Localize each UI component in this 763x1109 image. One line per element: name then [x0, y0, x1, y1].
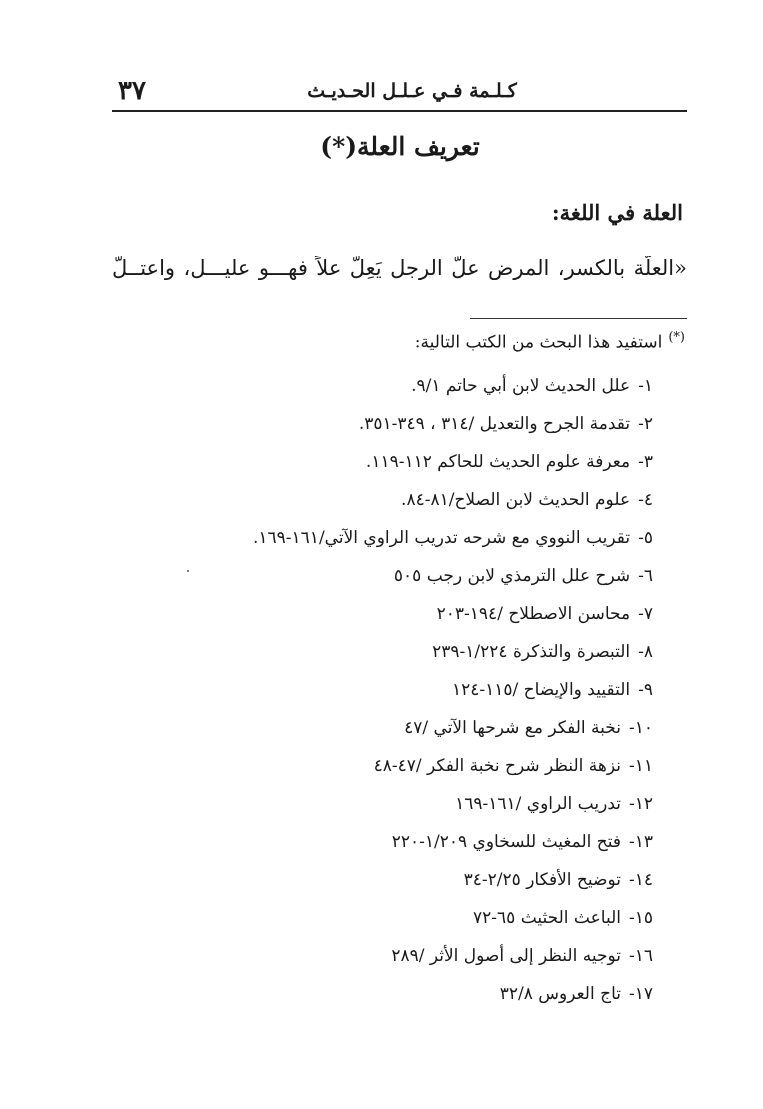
list-item: [253, 405, 653, 443]
reference-list: [253, 367, 653, 1013]
reference-number: ١٠-: [628, 718, 653, 738]
page-header: [112, 70, 687, 112]
list-item: [253, 633, 653, 671]
reference-text: فتح المغيث للسخاوي ١/٢٠٩-٢٢٠: [391, 832, 621, 852]
reference-text: نخبة الفكر مع شرحها الآتي /٤٧: [404, 718, 621, 738]
footnote-marker: (*): [668, 330, 685, 345]
section-title: تعريف العلة(*): [320, 132, 480, 161]
reference-text: نزهة النظر شرح نخبة الفكر /٤٧-٤٨: [373, 756, 621, 776]
list-item: [253, 595, 653, 633]
reference-number: ١٦-: [628, 946, 653, 966]
reference-text: محاسن الاصطلاح /١٩٤-٢٠٣: [436, 604, 631, 624]
list-item: [253, 519, 653, 557]
list-item: [253, 861, 653, 899]
reference-number: ٥-: [638, 528, 653, 548]
footnote-intro-text: استفيد هذا البحث من الكتب التالية:: [414, 332, 663, 353]
reference-text: معرفة علوم الحديث للحاكم ١١٢-١١٩.: [365, 452, 631, 472]
reference-number: ١٢-: [628, 794, 653, 814]
list-item: [253, 747, 653, 785]
reference-number: ٩-: [638, 680, 653, 700]
footnote-separator: [470, 318, 687, 319]
reference-number: ١-: [638, 376, 653, 396]
reference-text: تاج العروس ٣٢/٨: [499, 984, 621, 1004]
reference-number: ١٣-: [628, 832, 653, 852]
list-item: [253, 709, 653, 747]
reference-number: ٧-: [638, 604, 653, 624]
reference-number: ٨-: [638, 642, 653, 662]
list-item: [253, 443, 653, 481]
reference-text: توجيه النظر إلى أصول الأثر /٢٨٩: [391, 946, 621, 966]
list-item: [253, 899, 653, 937]
list-item: [253, 937, 653, 975]
page-number: ٣٧: [118, 76, 146, 106]
body-paragraph: «العلّة بالكسر، المرض علّ الرجل يَعِلّ علاً فهـــو عليـــل، واعتــلّ: [112, 256, 687, 280]
reference-number: ٣-: [638, 452, 653, 472]
list-item: [253, 823, 653, 861]
list-item: [253, 785, 653, 823]
reference-text: تقريب النووي مع شرحه تدريب الراوي الآتي/١٦١-١٦٩.: [252, 528, 631, 548]
reference-number: ١٥-: [628, 908, 653, 928]
reference-text: التقييد والإيضاح /١١٥-١٢٤: [451, 680, 631, 700]
list-item: [253, 367, 653, 405]
reference-text: التبصرة والتذكرة ١/٢٢٤-٢٣٩: [432, 642, 631, 662]
reference-text: علل الحديث لابن أبي حاتم ٩/١.: [411, 376, 631, 396]
reference-text: الباعث الحثيث ٦٥-٧٢: [473, 908, 621, 928]
reference-number: ١٤-: [628, 870, 653, 890]
list-item: [253, 671, 653, 709]
list-item: [253, 481, 653, 519]
scan-speck: [187, 570, 189, 572]
reference-number: ٢-: [638, 414, 653, 434]
running-title: كـلـمة فـي عـلـل الحـديـث: [307, 80, 517, 102]
list-item: [253, 557, 653, 595]
reference-number: ١٧-: [628, 984, 653, 1004]
reference-text: تدريب الراوي /١٦١-١٦٩: [455, 794, 621, 814]
reference-number: ١١-: [628, 756, 653, 776]
footnote-intro: [415, 330, 685, 353]
reference-text: علوم الحديث لابن الصلاح/٨١-٨٤.: [401, 490, 631, 510]
list-item: [253, 975, 653, 1013]
reference-text: تقدمة الجرح والتعديل /٣١٤ ، ٣٤٩-٣٥١.: [358, 414, 631, 434]
reference-number: ٦-: [638, 566, 653, 586]
subheading: العلة في اللغة:: [551, 200, 683, 225]
reference-number: ٤-: [638, 490, 653, 510]
reference-text: توضيح الأفكار ٢/٢٥-٣٤: [463, 870, 621, 890]
reference-text: شرح علل الترمذي لابن رجب ٥٠٥: [393, 566, 631, 586]
